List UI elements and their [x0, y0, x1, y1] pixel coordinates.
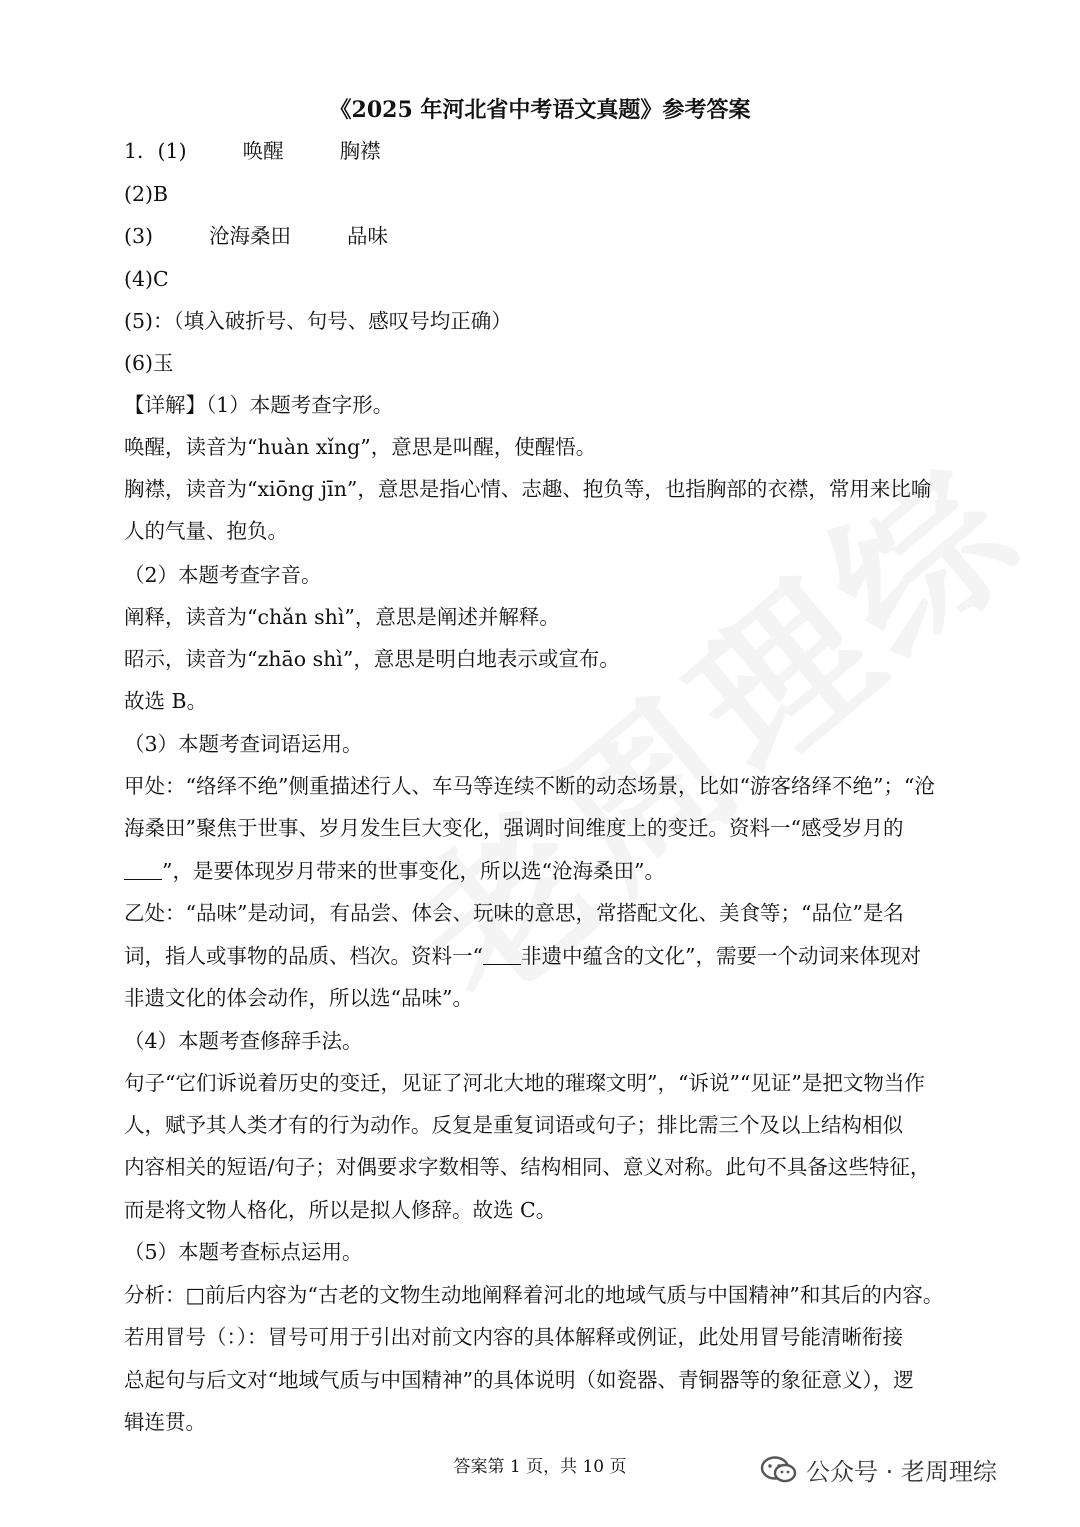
detail-line-text: 非遗中蕴含的文化”，需要一个动词来体现对 — [520, 944, 921, 968]
detail-line: 阐释，读音为“chǎn shì”，意思是阐述并解释。 — [124, 605, 560, 629]
detail-line: 总起句与后文对“地域气质与中国精神”的具体说明（如瓷器、青铜器等的象征意义），逻 — [124, 1368, 914, 1392]
answer-1-prefix: 1．(1) — [124, 139, 187, 163]
fill-blank — [483, 944, 521, 965]
detail-line: 乙处：“品味”是动词，有品尝、体会、玩味的意思，常搭配文化、美食等；“品位”是名 — [124, 901, 904, 925]
answer-5: (5)：（填入破折号、句号、感叹号均正确） — [124, 309, 512, 333]
detail-heading-3: （3）本题考查词语运用。 — [124, 732, 363, 756]
detail-line: 句子“它们诉说着历史的变迁，见证了河北大地的璀璨文明”，“诉说”“见证”是把文物当作 — [124, 1071, 925, 1095]
answer-3-word-2: 品味 — [347, 224, 389, 248]
detail-line — [124, 942, 921, 970]
detail-line: 内容相关的短语/句子；对偶要求字数相等、结构相同、意义对称。此句不具备这些特征， — [124, 1155, 931, 1179]
page-footer: 答案第 1 页，共 10 页 — [453, 1457, 627, 1477]
document-title: 《2025 年河北省中考语文真题》参考答案 — [329, 97, 751, 123]
detail-line: 甲处：“络绎不绝”侧重描述行人、车马等连续不断的动态场景，比如“游客络绎不绝”；“沧 — [124, 774, 935, 798]
fill-blank — [124, 859, 162, 880]
detail-line-text: 词，指人或事物的品质、档次。资料一“ — [124, 944, 483, 968]
answer-1-word-1: 唤醒 — [242, 139, 284, 163]
answer-6: (6)玉 — [124, 351, 174, 375]
detail-line: 非遗文化的体会动作，所以选“品味”。 — [124, 986, 473, 1010]
wechat-icon — [760, 1455, 798, 1485]
detail-line: 海桑田”聚焦于世事、岁月发生巨大变化，强调时间维度上的变迁。资料一“感受岁月的 — [124, 816, 904, 840]
detail-heading-2: （2）本题考查字音。 — [124, 563, 322, 587]
answer-1 — [124, 137, 381, 165]
detail-line: 昭示，读音为“zhāo shì”，意思是明白地表示或宣布。 — [124, 647, 620, 671]
answer-3-prefix: (3) — [124, 224, 154, 248]
answer-3-word-1: 沧海桑田 — [209, 224, 292, 248]
detail-line: 若用冒号（：）：冒号可用于引出对前文内容的具体解释或例证，此处用冒号能清晰衔接 — [124, 1325, 903, 1349]
detail-line: 分析：□前后内容为“古老的文物生动地阐释着河北的地域气质与中国精神”和其后的内容。 — [124, 1283, 944, 1307]
answer-4: (4)C — [124, 267, 169, 291]
detail-line: 胸襟，读音为“xiōng jīn”，意思是指心情、志趣、抱负等，也指胸部的衣襟，常用来比喻 — [124, 477, 932, 501]
answer-1-word-2: 胸襟 — [339, 139, 381, 163]
detail-line: 而是将文物人格化，所以是拟人修辞。故选 C。 — [124, 1198, 557, 1222]
detail-line: 故选 B。 — [124, 689, 208, 713]
wechat-account-label: 公众号 · 老周理综 — [806, 1458, 997, 1486]
answer-3 — [124, 222, 388, 250]
detail-line: 辑连贯。 — [124, 1410, 206, 1434]
detail-line: 唤醒，读音为“huàn xǐng”，意思是叫醒，使醒悟。 — [124, 435, 597, 459]
answer-2: (2)B — [124, 182, 169, 206]
wechat-watermark — [760, 1452, 997, 1487]
detail-heading-4: （4）本题考查修辞手法。 — [124, 1029, 363, 1053]
detail-line — [124, 857, 665, 885]
detail-line: 人的气量、抱负。 — [124, 519, 288, 543]
detail-line: 人，赋予其人类才有的行为动作。反复是重复词语或句子；排比需三个及以上结构相似 — [124, 1113, 903, 1137]
detail-heading-1: 【详解】（1）本题考查字形。 — [124, 393, 394, 417]
detail-heading-5: （5）本题考查标点运用。 — [124, 1240, 363, 1264]
detail-line-text: ”，是要体现岁月带来的世事变化，所以选“沧海桑田”。 — [162, 859, 665, 883]
